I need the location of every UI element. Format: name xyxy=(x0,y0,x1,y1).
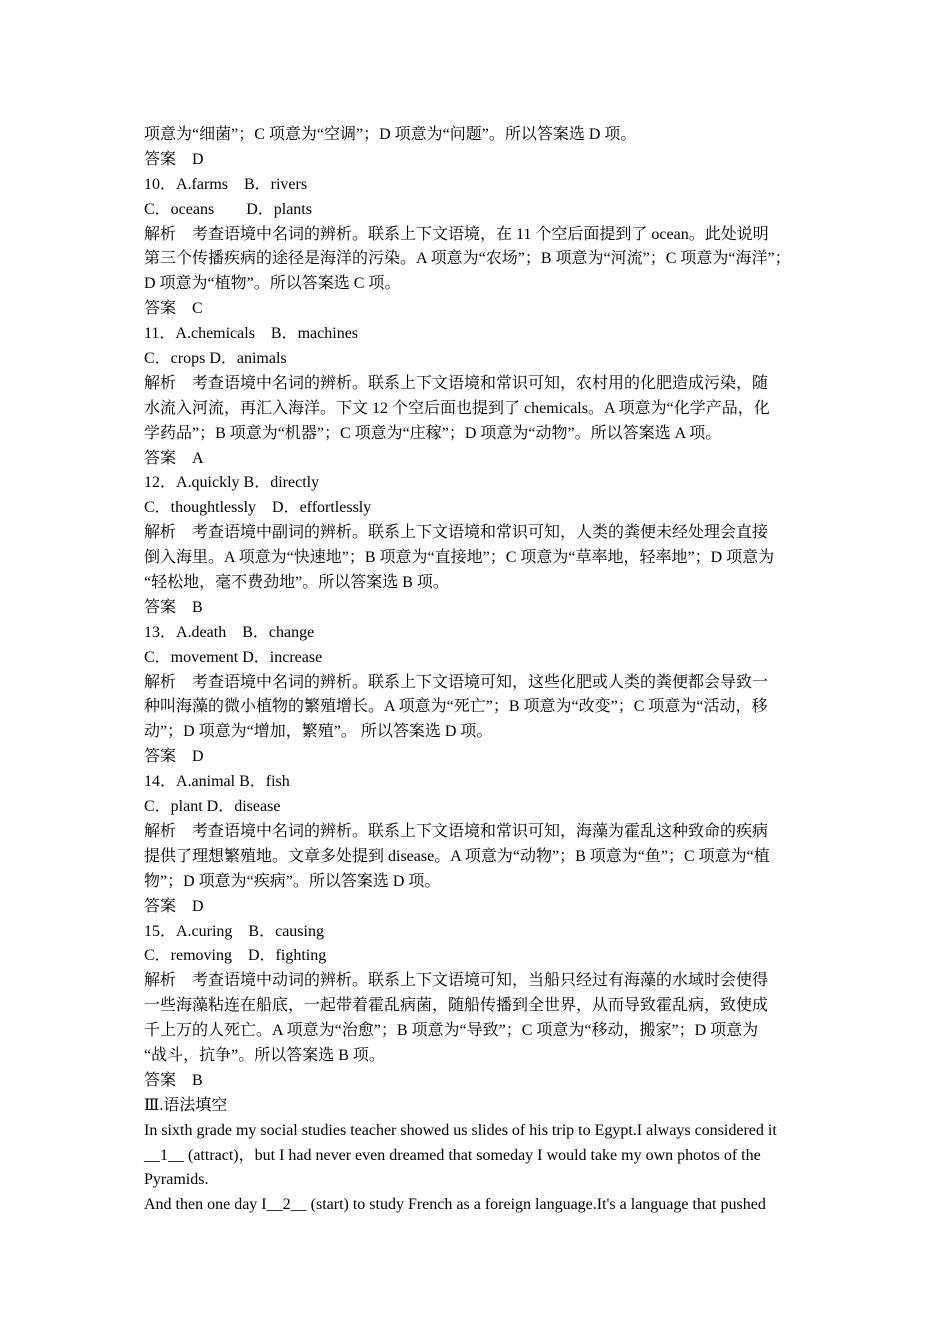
text-line: 项意为“细菌”；C 项意为“空调”；D 项意为“问题”。所以答案选 D 项。 xyxy=(144,126,637,143)
text-line: 第三个传播疾病的途径是海洋的污染。A 项意为“农场”；B 项意为“河流”；C 项意为“海洋”； xyxy=(144,250,791,268)
text-line: C．removing D．fighting xyxy=(144,947,327,965)
text-line: 种叫海藻的微小植物的繁殖增长。A 项意为“死亡”；B 项意为“改变”；C 项意为“活动，移 xyxy=(144,698,768,716)
text-line: 答案 A xyxy=(144,449,204,467)
text-line: 倒入海里。A 项意为“快速地”；B 项意为“直接地”；C 项意为“草率地，轻率地”；D 项意为 xyxy=(144,549,775,567)
text-line: 15．A.curing B．causing xyxy=(144,922,324,940)
text-line: __1__ (attract)，but I had never even dreamed that someday I would take my own photos of the xyxy=(144,1146,761,1164)
text-line: 学药品”；B 项意为“机器”；C 项意为“庄稼”；D 项意为“动物”。所以答案选 A 项。 xyxy=(144,424,722,442)
text-line: D 项意为“植物”。所以答案选 C 项。 xyxy=(144,275,401,293)
text-line: C．thoughtlessly D．effortlessly xyxy=(144,499,372,517)
text-line: 答案 C xyxy=(144,300,203,318)
text-line: In sixth grade my social studies teacher showed us slides of his trip to Egypt.I always considered it xyxy=(144,1121,777,1139)
text-line: 10．A.farms B．rivers xyxy=(144,175,308,193)
text-line: 答案 D xyxy=(144,150,204,168)
text-line: 动”；D 项意为“增加，繁殖”。 所以答案选 D 项。 xyxy=(144,723,493,741)
text-line: C．plant D．disease xyxy=(144,798,281,816)
text-line: 12．A.quickly B．directly xyxy=(144,474,320,492)
text-line: 答案 D xyxy=(144,748,204,766)
text-line: C．movement D．increase xyxy=(144,648,323,666)
text-line: 解析 考查语境中名词的辨析。联系上下文语境，在 11 个空后面提到了 ocean。此处说明 xyxy=(144,225,769,243)
text-line: 解析 考查语境中副词的辨析。联系上下文语境和常识可知，人类的粪便未经处理会直接 xyxy=(144,524,769,542)
text-line: 13．A.death B．change xyxy=(144,623,315,641)
text-line: 一些海藻粘连在船底，一起带着霍乱病菌，随船传播到全世界，从而导致霍乱病，致使成 xyxy=(144,997,769,1015)
text-line: 解析 考查语境中名词的辨析。联系上下文语境和常识可知，海藻为霍乱这种致命的疾病 xyxy=(144,822,769,840)
text-line: 解析 考查语境中名词的辨析。联系上下文语境可知，这些化肥或人类的粪便都会导致一 xyxy=(144,673,769,691)
text-line: 11．A.chemicals B．machines xyxy=(144,325,359,343)
text-line: And then one day I__2__ (start) to study French as a foreign language.It's a language that pushed xyxy=(144,1196,766,1214)
text-line: 答案 B xyxy=(144,1071,203,1089)
document-body xyxy=(144,123,806,1218)
text-line: “战斗，抗争”。所以答案选 B 项。 xyxy=(144,1046,385,1064)
text-line: 答案 B xyxy=(144,598,203,616)
text-line: C．oceans D．plants xyxy=(144,200,312,218)
text-line: 答案 D xyxy=(144,897,204,915)
text-line: “轻松地，毫不费劲地”。所以答案选 B 项。 xyxy=(144,574,449,592)
text-line: C．crops D．animals xyxy=(144,350,287,368)
text-line: 千上万的人死亡。A 项意为“治愈”；B 项意为“导致”；C 项意为“移动，搬家”；D 项意为 xyxy=(144,1022,759,1040)
text-line: 物”；D 项意为“疾病”。所以答案选 D 项。 xyxy=(144,872,441,890)
text-line: 解析 考查语境中名词的辨析。联系上下文语境和常识可知，农村用的化肥造成污染，随 xyxy=(144,374,769,392)
text-line: 水流入河流，再汇入海洋。下文 12 个空后面也提到了 chemicals。A 项意为“化学产品，化 xyxy=(144,399,770,417)
text-line: 解析 考查语境中动词的辨析。联系上下文语境可知，当船只经过有海藻的水域时会使得 xyxy=(144,972,769,990)
text-line: 提供了理想繁殖地。文章多处提到 disease。A 项意为“动物”；B 项意为“鱼”；C 项意为“植 xyxy=(144,847,770,865)
text-line: Ⅲ.语法填空 xyxy=(144,1096,228,1114)
text-line: 14．A.animal B．fish xyxy=(144,773,290,791)
text-line: Pyramids. xyxy=(144,1171,209,1189)
